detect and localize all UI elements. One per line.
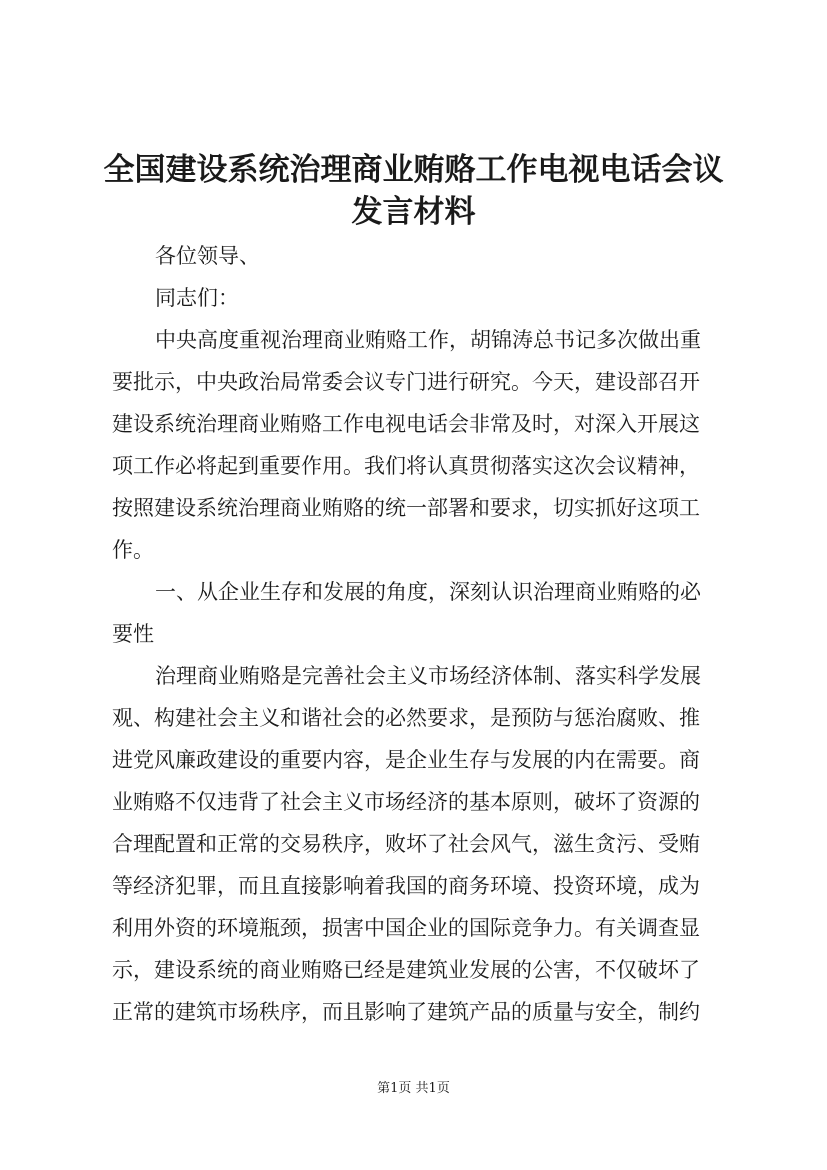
paragraph-line: 中央高度重视治理商业贿赂工作，胡锦涛总书记多次做出重	[155, 328, 701, 352]
paragraph-line: 合理配置和正常的交易秩序，败坏了社会风气，滋生贪污、受贿	[112, 832, 700, 856]
document-title-line-1: 全国建设系统治理商业贿赂工作电视电话会议	[103, 152, 724, 188]
page-number-footer: 第1页 共1页	[377, 1081, 450, 1096]
section-heading-line: 要性	[112, 622, 154, 646]
paragraph-line: 项工作必将起到重要作用。我们将认真贯彻落实这次会议精神，	[112, 454, 700, 478]
paragraph-line: 进党风廉政建设的重要内容，是企业生存与发展的内在需要。商	[112, 748, 700, 772]
paragraph-line: 治理商业贿赂是完善社会主义市场经济体制、落实科学发展	[155, 664, 701, 688]
paragraph-line: 作。	[112, 538, 154, 562]
salutation-comrades: 同志们：	[155, 286, 239, 310]
paragraph-line: 等经济犯罪，而且直接影响着我国的商务环境、投资环境，成为	[112, 874, 700, 898]
paragraph-line: 要批示，中央政治局常委会议专门进行研究。今天，建设部召开	[112, 370, 700, 394]
paragraph-line: 正常的建筑市场秩序，而且影响了建筑产品的质量与安全，制约	[112, 1000, 700, 1024]
section-heading-line: 一、从企业生存和发展的角度，深刻认识治理商业贿赂的必	[155, 580, 701, 604]
paragraph-line: 业贿赂不仅违背了社会主义市场经济的基本原则，破坏了资源的	[112, 790, 700, 814]
paragraph-line: 建设系统治理商业贿赂工作电视电话会非常及时，对深入开展这	[112, 412, 700, 436]
paragraph-line: 按照建设系统治理商业贿赂的统一部署和要求，切实抓好这项工	[112, 496, 700, 520]
document-title-line-2: 发言材料	[351, 194, 476, 230]
paragraph-line: 观、构建社会主义和谐社会的必然要求，是预防与惩治腐败、推	[112, 706, 700, 730]
paragraph-line: 利用外资的环境瓶颈，损害中国企业的国际竞争力。有关调查显	[112, 916, 700, 940]
paragraph-line: 示，建设系统的商业贿赂已经是建筑业发展的公害，不仅破坏了	[112, 958, 700, 982]
salutation-leaders: 各位领导、	[155, 244, 260, 268]
